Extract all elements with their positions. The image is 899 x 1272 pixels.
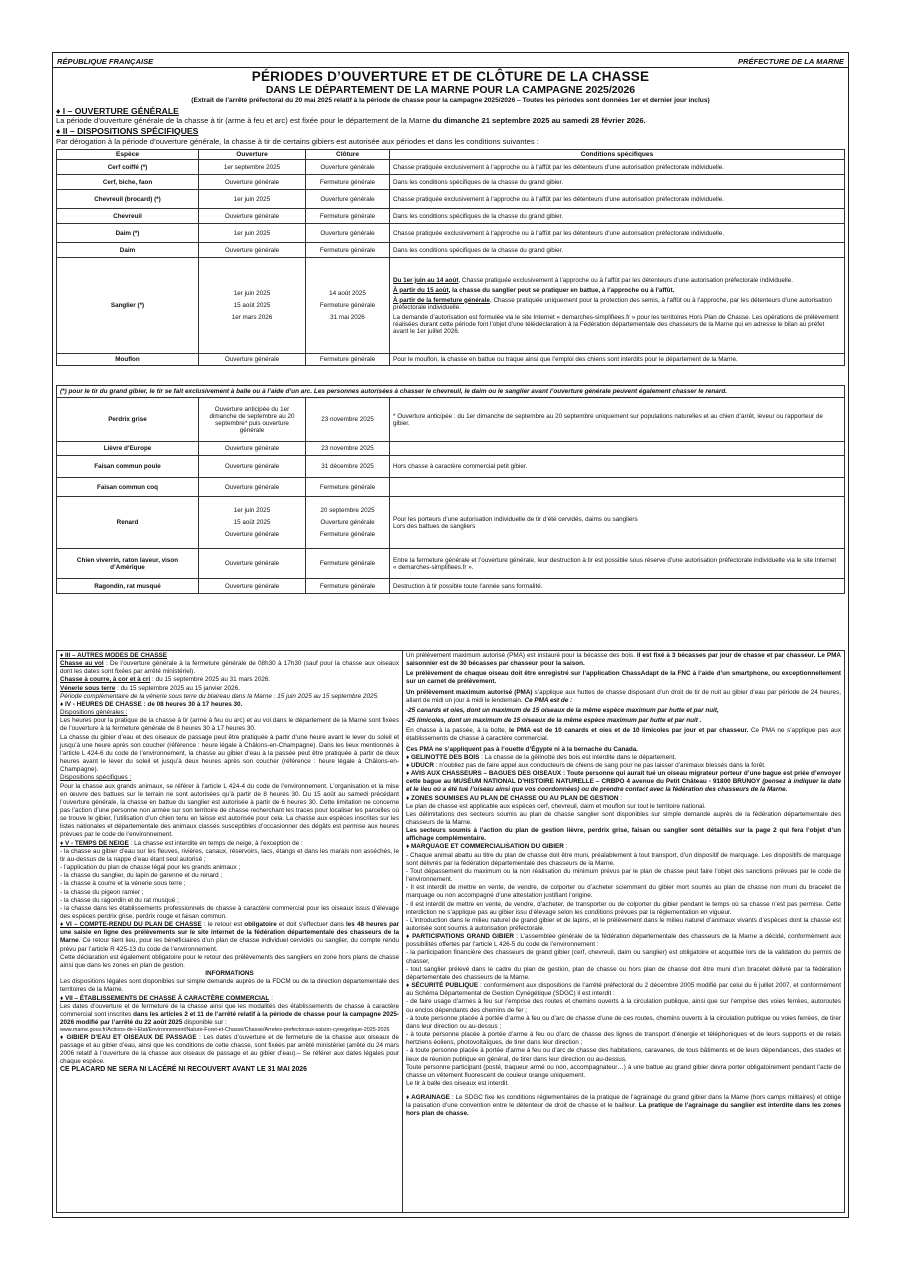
period-text: , Chasse pratiquée uniquement pour la protection des semis, à l’affût ou à l’approche, par les détenteurs d’une autorisation préfectorale individuelle. [393,296,832,311]
cond-cell: Pour le mouflon, la chasse en battue ou traque ainsi que l’emploi des chiens sont interdits pour le département de la Marne. [390,354,845,366]
close-cell: Fermeture générale [306,175,390,190]
cond-cell: Dans les conditions spécifiques de la chasse du grand gibier. [390,175,845,190]
safety-item: Le tir à balle des oiseaux est interdit. [406,1079,509,1087]
authorization-text: La demande d’autorisation est formulée via le site Internet « demarches-simplifiees.fr » pour les territoires Hors Plan de Chasse. Les opérations de prélèvement réalisées durant cette période font l’objet d’une télédéclaration à la Fédération départementale des chasseurs de la Marne qui en adresse le bilan au préfet avant le 1er juillet 2026. [393,313,839,335]
open-cell: Ouverture générale [199,354,306,366]
pma-text: Ces PMA ne s’appliquent pas à l’ouette d’Égypte ni à la bernache du Canada. [406,745,639,753]
cond-cell: Entre la fermeture générale et l’ouverture générale, leur destruction à tir est possible sous réserve d’une autorisation préfectorale individuelle via le site Internet « demarches-simplifiees.fr ». [390,549,845,579]
col-opening: Ouverture [199,150,306,160]
cond-cell [390,478,845,497]
col-closing: Clôture [306,150,390,160]
section-7-text: : [269,994,273,1002]
participation-item: - tout sanglier prélevé dans le cadre du plan de gestion, plan de chasse ou hors plan de chasse doit être muni d’un bracelet délivré par la fédération départementale des chasseurs de la Marne. [406,965,841,981]
species-cell: Chevreuil (brocard) (*) [57,190,199,209]
table-row [57,442,845,456]
close-cell: Fermeture générale [306,209,390,224]
renard-condition: Pour les porteurs d’une autorisation individuelle de tir d’été cervidés, daims ou sangliers [393,515,638,523]
safety-item: Toute personne participant (posté, traqueur armé ou non, accompagnateur…) à une battue au grand gibier devra porter obligatoirement pendant l’acte de chasse un vêtement fluorescent de couleur orange uniquement. [406,1063,841,1079]
pma-text: Ce PMA est de : [524,696,573,704]
gelinotte-heading: ♦ GELINOTTE DES BOIS [406,753,480,761]
participation-item: - la participation financière des chasseurs de grand gibier (cerf, chevreuil, daim ou sanglier) est obligatoire et acquittée lors de la validation du permis de chasser, [406,949,841,965]
participation-text: : L’assemblée générale de la fédération départementale des chasseurs de la Marne a décidé, conformément aux possibilités offertes par l’article L 426-5 du code de l’environnement : [406,933,842,949]
marking-item: - Chaque animal abattu au titre du plan de chasse doit être muni, préalablement à tout transport, d’un dispositif de marquage. Les dispositifs de marquage sont délivrés par la fédération départementale des chasseurs de la Marne. [406,851,841,867]
snow-item: - la chasse du ragondin et du rat musqué ; [60,896,179,904]
safety-item: - de faire usage d’armes à feu sur l’emprise des routes et chemins ouverts à la circulation publique, ainsi que sur l’emprise des voies ferrées, autoroutes ou enclos dépendants des chemins de fer ; [406,998,841,1014]
table-row [57,224,845,243]
pma-text: Un prélèvement maximum autorisé (PMA) [406,688,533,696]
section-7-text: disponible sur : [182,1019,227,1027]
page-title: PÉRIODES D’OUVERTURE ET DE CLÔTURE DE LA CHASSE [251,69,650,84]
species-table-2 [56,397,845,594]
prefecture-label: PRÉFECTURE DE LA MARNE [737,57,844,66]
table-row [57,190,845,209]
zones-text: Les secteurs soumis à l’action du plan de gestion lièvre, perdrix grise, faisan ou sanglier sont détaillés sur la page 2 qui fera l’objet d’un affichage complémentaire. [406,827,841,843]
table-row [57,160,845,175]
period-label: Du 1er juin au 14 août [393,276,459,284]
participation-heading: ♦ PARTICIPATIONS GRAND GIBIER [406,933,515,941]
close-cell: 31 décembre 2025 [306,456,390,478]
close-date: Ouverture générale [320,519,375,526]
prefecture-link[interactable]: www.marne.gouv.fr/Actions-de-l-Etat/Environnement/Nature-Foret-et-Chasse/Chasse/Arretes-prefectoraux-saison-cynegetique-2025-2026 [60,1027,390,1034]
close-cell: Ouverture générale [306,224,390,243]
open-cell: Ouverture générale [199,579,306,594]
pma-text: -25 canards et oies, dont un maximum de 15 oiseaux de la même espèce maximum par hutte et par nuit, [406,706,719,714]
open-date: 1er mars 2026 [231,314,273,321]
close-cell: 23 novembre 2025 [306,398,390,442]
close-cell: Fermeture générale [306,243,390,258]
pma-text: le PMA est de 10 canards et oies et de 10 limicoles par jour et par chasseur. [508,727,749,735]
section-2-heading: ♦ II – DISPOSITIONS SPÉCIFIQUES [56,126,199,136]
agrainage-text: : Le SDGC fixe les conditions réglementaires de la pratique de l’agrainage du grand gibier dans la Marne (hors camps militaires) et oblige la passation d’une convention entre le détenteur de droit de chasse et le bailleur. [406,1094,841,1110]
extract-note: (Extrait de l’arrêté préfectoral du 20 mai 2025 relatif à la période de chasse pour la campagne 2025/2026 – Toutes les périodes sont données 1er et dernier jour inclus) [191,97,710,104]
right-column [403,651,844,1212]
pma-text: Ce PMA ne s’applique pas aux établissements de chasse à caractère commercial. [406,727,841,743]
col-species: Espèce [57,150,199,160]
species-cell: Chien viverrin, raton laveur, vison d’Amérique [57,549,199,579]
uducr-heading: ♦ UDUCR [406,761,434,769]
left-column [57,651,403,1212]
open-cell: Ouverture générale [199,456,306,478]
informations-text: Les dispositions légales sont disponibles sur simple demande auprès de la FDCM ou de la direction départementale des territoires de la Marne. [60,978,399,994]
snow-item: - la chasse à courre et la vénerie sous terre ; [60,880,186,888]
open-cell: 1er juin 2025 [199,190,306,209]
species-cell: Daim [57,243,199,258]
safety-item: - à toute personne placée à portée d’arme à feu ou d’arc de chasse des habitations, caravanes, de tous bâtiments et de leurs dépendances, des stades et lieux de réunion publique en général, de tirer dans leur direction ou au-dessus. [406,1047,841,1063]
close-date: 31 mai 2026 [330,314,365,321]
period-text: , la chasse du sanglier peut se pratiquer en battue, à l’approche ou à l’affût. [448,286,675,294]
open-date: 1er juin 2025 [233,290,271,297]
pma-text: Il est fixé à 3 bécasses par jour de chasse et par chasseur. Le PMA saisonnier est de 30 bécasses par chasseur pour la saison. [406,652,841,668]
placard [52,52,849,1218]
section-7-heading: ♦ VII – ÉTABLISSEMENTS DE CHASSE À CARACTÈRE COMMERCIAL [60,994,270,1002]
informations-heading: INFORMATIONS [205,970,254,978]
cond-cell: Hors chasse à caractère commercial petit gibier. [390,456,845,478]
section-7-text: dans les articles 2 et 11 de l’arrêté relatif à la période de chasse pour la campagne 2025-2026 modifié par l’arrêté du 22 août 2025 [60,1010,399,1027]
terre-text: : du 15 septembre 2025 au 15 janvier 2026. [115,684,240,692]
section-5-text: : La chasse est interdite en temps de neige, à l’exception de : [128,839,303,847]
close-cell: Fermeture générale [306,478,390,497]
section-6-text: les 48 heures par une saisie en ligne des prélèvements sur le site internet de la fédération départementale des chasseurs de la Marne [60,921,399,945]
species-cell: Cerf coiffé (*) [57,160,199,175]
open-cell [199,258,306,354]
open-date: 15 août 2025 [233,519,271,526]
open-date: 1er juin 2025 [233,507,271,514]
table-row [57,549,845,579]
general-provisions-label: Dispositions générales : [60,709,128,717]
rings-notice: (pensez à indiquer la date et le lieu où a été tué l’oiseau ainsi que vos coordonnées) ou de prendre contact avec la fédération des chasseurs de la Marne. [406,778,841,794]
snow-item: - la chasse du pigeon ramier ; [60,888,144,896]
section-7-text: Les dates d’ouverture et de fermeture de la chasse ainsi que les modalités des établissements de chasse à caractère commercial sont inscrites [60,1002,399,1018]
table-row [57,456,845,478]
species-table [56,149,845,366]
section-6-text: et doit s’effectuer dans [276,921,346,929]
vol-label: Chasse au vol [60,660,104,668]
species-cell: Faisan commun poule [57,456,199,478]
section-6-heading: ♦ VI – COMPTE-RENDU DU PLAN DE CHASSE [60,921,202,929]
cond-cell: Chasse pratiquée exclusivement à l’approche ou à l’affût par les détenteurs d’une autorisation préfectorale individuelle. [390,190,845,209]
table-row-renard [57,497,845,549]
rings-notice: ♦ AVIS AUX CHASSEURS – BAGUES DES OISEAUX : Toute personne qui aurait tué un oiseau migrateur porteur d’une bague est priée d’envoyer cette bague au MUSÉUM NATIONAL D’HISTOIRE NATURELLE – CRBPO 4 avenue du Petit Château - 91800 BRUNOY [406,770,841,786]
close-date: Fermeture générale [319,531,376,538]
specific-provisions-label: Dispositions spécifiques : [60,774,132,782]
table-row [57,478,845,497]
species-cell: Mouflon [57,354,199,366]
open-date: Ouverture générale [224,531,280,538]
species-cell: Cerf, biche, faon [57,175,199,190]
section-6-text: . Ce retour tient lieu, pour les bénéficiaires d’un plan de chasse individuel cervidés ou sanglier, du compte rendu prévu par l’article R 425-13 du code de l’environnement. [60,937,399,953]
species-cell: Perdrix grise [57,398,199,442]
close-date: 14 août 2025 [329,290,366,297]
close-cell: Fermeture générale [306,549,390,579]
close-date: Fermeture générale [319,302,376,309]
pma-text: Le prélèvement de chaque oiseau doit être enregistré sur l’application ChassAdapt de la FNC à l’aide d’un smartphone, ou exceptionnellement sur un carnet de prélèvement. [406,670,841,686]
water-game-text: La chasse du gibier d’eau et des oiseaux de passage peut être pratiquée à partir d’une heure avant le lever du soleil et jusqu’à une heure après son coucher (référence : heure légale à Châlons-en-Champagne). Dans les lieux mentionnés à l’article L 424-6 du code de l’environnement, la chasse au gibier d’eau à la passée peut être pratiquée à partir de deux heures avant le lever du soleil et jusqu’à deux heures après son coucher (référence : heure légale à Châlons-en-Champagne). [60,733,399,774]
close-cell [306,258,390,354]
species-cell: Lièvre d’Europe [57,442,199,456]
species-cell: Renard [57,497,199,549]
close-cell: Fermeture générale [306,579,390,594]
table-row-sanglier [57,258,845,354]
section-1-sentence: La période d’ouverture générale de la chasse à tir (arme à feu et arc) est fixée pour le département de la Marne [56,116,431,125]
snow-item: - la chasse dans les établissements professionnels de chasse à caractère commercial pour les oiseaux issus d’élevage des espèces perdrix grise, perdrix rouge et faisan commun. [60,904,399,920]
section-1-text [56,116,845,125]
table-row [57,579,845,594]
zones-text: Les délimitations des secteurs soumis au plan de chasse sanglier sont disponibles sur simple demande auprès de la fédération départementale des chasseurs de la Marne. [406,810,841,826]
page-subtitle: DANS LE DÉPARTEMENT DE LA MARNE POUR LA CAMPAGNE 2025/2026 [265,84,636,96]
pma-text: -25 limicoles, dont un maximum de 15 oiseaux de la même espèce maximum par hutte et par nuit . [406,717,702,725]
species-cell: Daim (*) [57,224,199,243]
terre-complement: Période complémentaire de la vénerie sous terre du blaireau dans la Marne : 15 juin 2025 au 15 septembre 2025. [60,692,379,700]
period-label: À partir du 15 août [393,286,449,294]
species-cell: Faisan commun coq [57,478,199,497]
vol-text: : De l’ouverture générale à la fermeture générale de 08h30 à 17h30 (sauf pour la chasse aux oiseaux dont les dates sont fixées par arrêté ministériel). [60,660,399,676]
open-date: 15 août 2025 [233,302,271,309]
section-2-text: Par dérogation à la période d’ouverture générale, la chasse à tir de certains gibiers est autorisée aux périodes et dans les conditions suivantes : [56,137,539,146]
table-row [57,175,845,190]
zones-text: Le plan de chasse est applicable aux espèces cerf, chevreuil, daim et mouflon sur tout le territoire national. [406,802,706,810]
species-cell: Chevreuil [57,209,199,224]
gelinotte-text: : La chasse de la gélinotte des bois est interdite dans le département. [479,753,677,761]
big-game-hours-text: Pour la chasse aux grands animaux, se référer à l’article L 424-4 du code de l’environnement. L’organisation et la mise en œuvre des battues sur le terrain ne sont autorisées qu’à partir de 8 heures 30. Du 15 août au samedi précédant l’ouverture générale, la chasse en battue du sanglier est autorisée à partir de 6 heures 30. Cette limitation ne concerne pas l’action d’une personne non armée sur son territoire de chasse recherchant les traces pour localiser les parcelles où se trouve le gibier, l’utilisation d’un chien tenu en laisse est autorisée pour cela. La chasse aux espèces inscrites sur les listes nationales et départementale des animaux classés susceptibles d’occasionner des dégâts est permise aux heures prévues par le code de l’environnement. [60,782,399,839]
header-divider [53,67,848,68]
period-text: , Chasse pratiquée exclusivement à l’approche ou à l’affût par les détenteurs d’une autorisation préfectorale individuelle. [458,276,793,284]
snow-item: - l’application du plan de chasse légal pour les grands animaux ; [60,864,241,872]
uducr-text: : n’oubliez pas de faire appel aux conducteurs de chiens de sang pour ne pas laisser d’animaux blessés dans la forêt. [433,761,766,769]
col-conditions: Conditions spécifiques [390,150,845,160]
cond-cell [390,497,845,549]
table-row [57,209,845,224]
terre-label: Vénerie sous terre [60,684,116,692]
marking-item: - Il est interdit de mettre en vente, de vendre, d’acheter, de transporter ou de colporter du gibier pendant le temps où sa chasse n’est pas permise. Cette interdiction ne s’applique pas au gibier issu d’élevage selon les conditions prévues par la réglementation en vigueur. [406,900,841,916]
section-6-text: : le retour est [201,921,245,929]
agrainage-heading: ♦ AGRAINAGE [406,1094,450,1102]
renard-condition: Lors des battues de sangliers [393,522,476,530]
safety-item: - à toute personne placée à portée d’arme à feu ou d’arc de chasse des lignes de transport d’énergie et téléphoniques et de leurs supports et de relais hertziens éoliens, photovoltaïques, de tirer dans leur direction ; [406,1031,841,1047]
table-row [57,398,845,442]
cond-cell: Dans les conditions spécifiques de la chasse du grand gibier. [390,209,845,224]
close-date: 20 septembre 2025 [320,507,375,514]
species-cell: Ragondin, rat musqué [57,579,199,594]
snow-item: - la chasse au gibier d’eau sur les fleuves, rivières, canaux, réservoirs, lacs, étangs et dans les marais non asséchés, le tir au-dessus de la nappe d’eau étant seul autorisé ; [60,847,399,863]
open-cell: Ouverture générale [199,549,306,579]
close-cell: 23 novembre 2025 [306,442,390,456]
cond-cell: Chasse pratiquée exclusivement à l’approche ou à l’affût par les détenteurs d’une autorisation préfectorale individuelle. [390,160,845,175]
text-columns [56,650,845,1213]
open-cell: Ouverture générale [199,175,306,190]
marking-heading: ♦ MARQUAGE ET COMMERCIALISATION DU GIBIER [406,843,564,851]
marking-text: : [563,843,568,851]
section-6-extra: Cette déclaration est également obligatoire pour le retour des prélèvements des sangliers en zone hors plans de chasse ainsi que dans les zones en plan de gestion. [60,953,399,969]
period-label: À partir de la fermeture générale [393,296,490,304]
species-cell: Sanglier (*) [57,258,199,354]
close-cell: Ouverture générale [306,190,390,209]
cond-cell [390,258,845,354]
safety-text: : conformément aux dispositions de l’arrêté préfectoral du 2 décembre 2005 modifié par celui du 6 juillet 2007, et conformément au Schéma Départemental de Gestion Cynégétique (SDGC) il est interdit : [406,982,841,998]
cond-cell: Dans les conditions spécifiques de la chasse du grand gibier. [390,243,845,258]
close-cell: Fermeture générale [306,354,390,366]
table-row [57,354,845,366]
open-cell: 1er septembre 2025 [199,160,306,175]
open-cell: Ouverture générale [199,209,306,224]
table-row [57,243,845,258]
pma-text: s’applique aux huttes de chasse disposant d’un droit de tir de nuit au gibier d’eau par période de 24 heures, allant de midi un jour à midi le lendemain. [406,688,841,704]
close-cell [306,497,390,549]
courre-text: : du 15 septembre 2025 au 31 mars 2026. [150,676,271,684]
marking-item: - L’introduction dans le milieu naturel de grand gibier et de lapins, et le prélèvement dans le milieu naturel d’animaux vivants d’espèces dont la chasse est autorisée sont soumis à autorisation préfectorale. [406,916,841,932]
water-game-dates-text: : Les dates d’ouverture et de fermeture de la chasse aux oiseaux de passage et au gibier d’eau, ainsi que les conditions de cette chasse, sont fixées par arrêté ministériel (arrêté du 24 mars 2006 relatif à l’ouverture de la chasse aux oiseaux de passage et au gibier d’eau).– Se référer aux dates légales pour chaque espèce. [60,1033,399,1066]
section-1-dates: du dimanche 21 septembre 2025 au samedi 28 février 2026. [432,116,646,125]
section-4-heading: ♦ IV - HEURES DE CHASSE : de 08 heures 30 à 17 heures 30. [60,700,243,708]
republic-label: RÉPUBLIQUE FRANÇAISE [57,57,154,66]
open-cell: Ouverture anticipée du 1er dimanche de septembre au 20 septembre* puis ouverture générale [199,398,306,442]
courre-label: Chasse à courre, à cor et à cri [60,676,151,684]
section-3-heading: ♦ III – AUTRES MODES DE CHASSE [60,652,167,659]
placard-warning: CE PLACARD NE SERA NI LACÉRÉ NI RECOUVERT AVANT LE 31 MAI 2026 [60,1066,307,1074]
zones-heading: ♦ ZONES SOUMISES AU PLAN DE CHASSE OU AU PLAN DE GESTION [406,794,619,802]
water-game-heading: ♦ GIBIER D’EAU ET OISEAUX DE PASSAGE [60,1033,197,1041]
safety-item: - à toute personne placée à portée d’arme à feu ou d’arc de chasse d’une de ces routes, chemins ouverts à la circulation publique ou voies ferrées, de tirer dans leur direction ou au-dessus ; [406,1014,841,1030]
section-5-heading: ♦ V - TEMPS DE NEIGE [60,839,129,847]
close-cell: Ouverture générale [306,160,390,175]
table-header [57,150,845,160]
zones-text: : [618,794,623,802]
pma-text: Un prélèvement maximum autorisé (PMA) est instauré pour la bécasse des bois. [406,652,637,659]
cond-cell: Destruction à tir possible toute l’année sans formalité. [390,579,845,594]
snow-item: - la chasse du sanglier, du lapin de garenne et du renard ; [60,872,223,880]
cond-cell: Chasse pratiquée exclusivement à l’approche ou à l’affût par les détenteurs d’une autorisation préfectorale individuelle. [390,224,845,243]
big-game-note: (*) pour le tir du grand gibier, le tir se fait exclusivement à balle ou à l’aide d’un arc. Les personnes autorisées à chasser le chevreuil, le daim ou le sanglier avant l’ouverture générale peuvent également chasser le renard. [56,385,845,398]
open-cell [199,497,306,549]
open-cell: Ouverture générale [199,243,306,258]
pma-text: En chasse à la passée, à la botte, [406,727,509,735]
marking-item: - Il est interdit de mettre en vente, de vendre, de colporter ou d’acheter sciemment du gibier mort soumis au plan de chasse non muni du bracelet de marquage ou non accompagné d’une attestation justifiant l’origine. [406,884,841,900]
safety-heading: ♦ SÉCURITÉ PUBLIQUE [406,982,479,990]
cond-cell: * Ouverture anticipée : du 1er dimanche de septembre au 20 septembre uniquement sur populations naturelles et au chien d’arrêt, leveur ou rapporteur de gibier. [390,398,845,442]
marking-item: - Tout dépassement du maximum ou la non réalisation du minimum prévus par le plan de chasse peut faire l’objet des sanctions prévues par le code de l’environnement. [406,867,841,884]
section-1-heading: ♦ I – OUVERTURE GÉNÉRALE [56,106,179,116]
open-cell: 1er juin 2025 [199,224,306,243]
agrainage-text: La pratique de l’agrainage du sanglier est interdite dans les zones hors plan de chasse. [406,1102,842,1118]
hours-text: Les heures pour la pratique de la chasse à tir (arme à feu ou arc) et au vol dans le département de la Marne sont fixées de l’ouverture à la fermeture générale de 8 heures 30 à 17 heures 30. [60,717,399,733]
open-cell: Ouverture générale [199,442,306,456]
section-6-text: obligatoire [244,921,277,929]
cond-cell [390,442,845,456]
open-cell: Ouverture générale [199,478,306,497]
